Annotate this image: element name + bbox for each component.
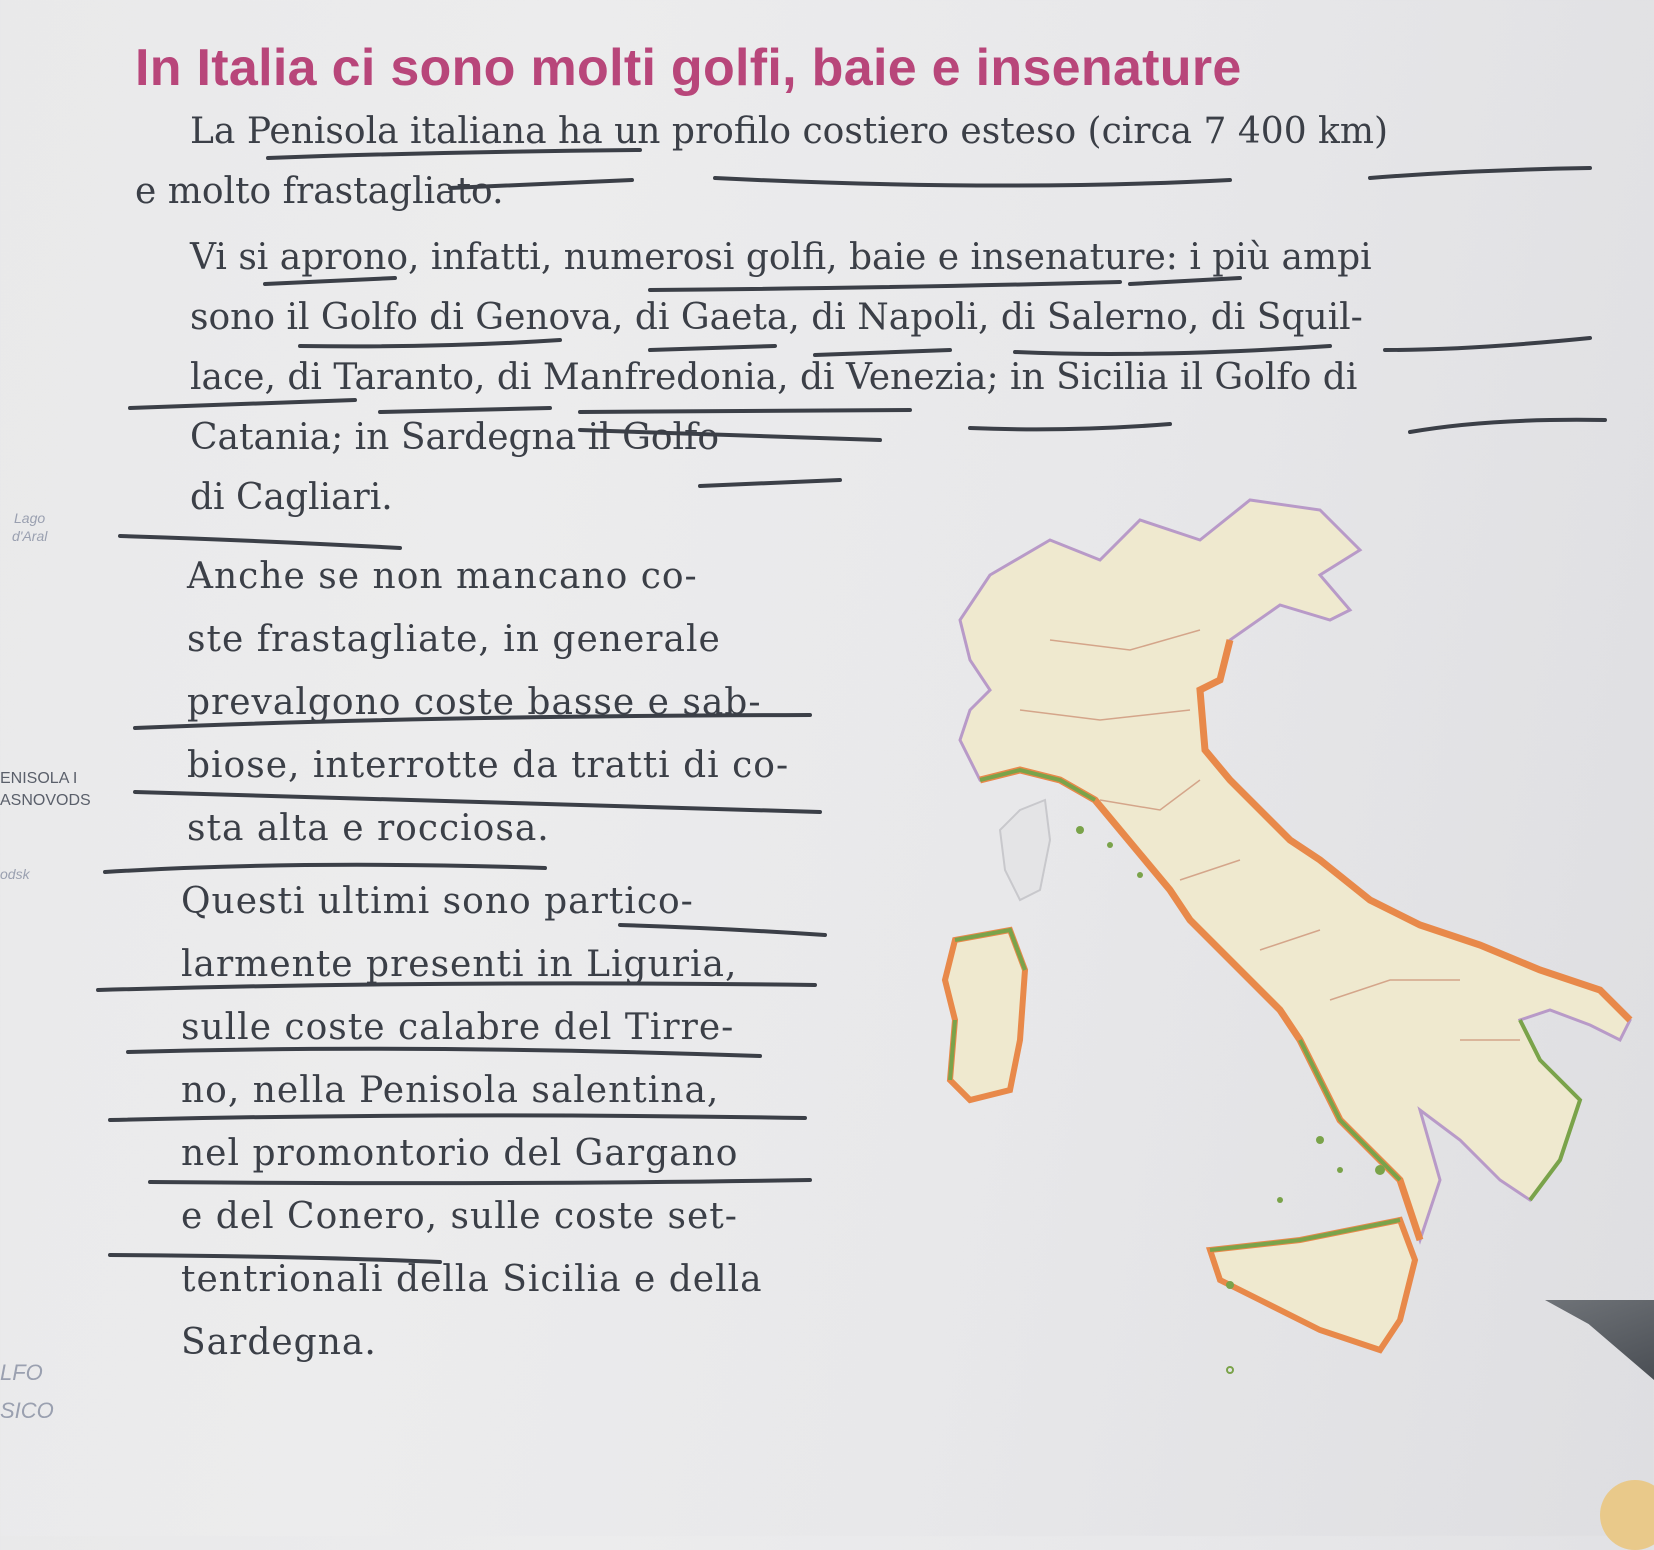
paragraph-coast-length xyxy=(135,102,1635,222)
margin-text: Lago xyxy=(14,510,46,526)
paragraph-low-coasts xyxy=(132,545,837,860)
text-line: Catania; in Sardegna il Golfo xyxy=(190,417,720,458)
margin-text: LFO xyxy=(0,1360,43,1385)
text-line: ste frastagliate, in generale xyxy=(187,619,721,660)
paragraph-rocky-coasts xyxy=(126,870,831,1374)
text-line: e del Conero, sulle coste set- xyxy=(181,1196,738,1237)
text-line: nel promontorio del Gargano xyxy=(181,1133,739,1174)
text-line: Anche se non mancano co- xyxy=(187,556,698,597)
island-dot xyxy=(1375,1165,1385,1175)
island-dot xyxy=(1137,872,1143,878)
margin-text: d'Aral xyxy=(12,528,48,544)
text-line: sono il Golfo di Genova, di Gaeta, di Napoli, di Salerno, di Squil- xyxy=(190,297,1363,338)
text-line: La Penisola italiana ha un profilo costiero esteso (circa 7 400 km) xyxy=(190,111,1389,152)
text-line: e molto frastagliato. xyxy=(135,171,504,212)
mainland-italy xyxy=(960,500,1630,1240)
text-line: Sardegna. xyxy=(181,1322,377,1363)
margin-text: SICO xyxy=(0,1398,54,1423)
text-line: no, nella Penisola salentina, xyxy=(181,1070,720,1111)
text-line: larmente presenti in Liguria, xyxy=(181,944,738,985)
text-line: biose, interrotte da tratti di co- xyxy=(187,745,790,786)
italy-map xyxy=(900,480,1654,1440)
page-badge xyxy=(1600,1480,1654,1550)
text-line: sulle coste calabre del Tirre- xyxy=(181,1007,735,1048)
text-line: prevalgono coste basse e sab- xyxy=(187,682,762,723)
island-dot xyxy=(1316,1136,1324,1144)
island-dot xyxy=(1227,1367,1233,1373)
text-line: tentrionali della Sicilia e della xyxy=(181,1259,763,1300)
text-line: Questi ultimi sono partico- xyxy=(181,881,694,922)
text-line: Vi si aprono, infatti, numerosi golfi, baie e insenature: i più ampi xyxy=(190,237,1372,278)
corsica-island xyxy=(1000,800,1050,900)
island-dot xyxy=(1277,1197,1283,1203)
text-line: lace, di Taranto, di Manfredonia, di Venezia; in Sicilia il Golfo di xyxy=(190,357,1358,398)
island-dot xyxy=(1107,842,1113,848)
section-title: In Italia ci sono molti golfi, baie e insenature xyxy=(135,39,1242,97)
margin-text: odsk xyxy=(0,866,30,882)
island-dot xyxy=(1076,826,1084,834)
text-line: sta alta e rocciosa. xyxy=(187,808,550,849)
island-dot xyxy=(1337,1167,1343,1173)
margin-text: ASNOVODS xyxy=(0,792,91,809)
margin-text: ENISOLA I xyxy=(0,770,78,787)
text-line: di Cagliari. xyxy=(190,477,393,518)
sardinia-island xyxy=(945,930,1025,1100)
island-dot xyxy=(1226,1281,1234,1289)
